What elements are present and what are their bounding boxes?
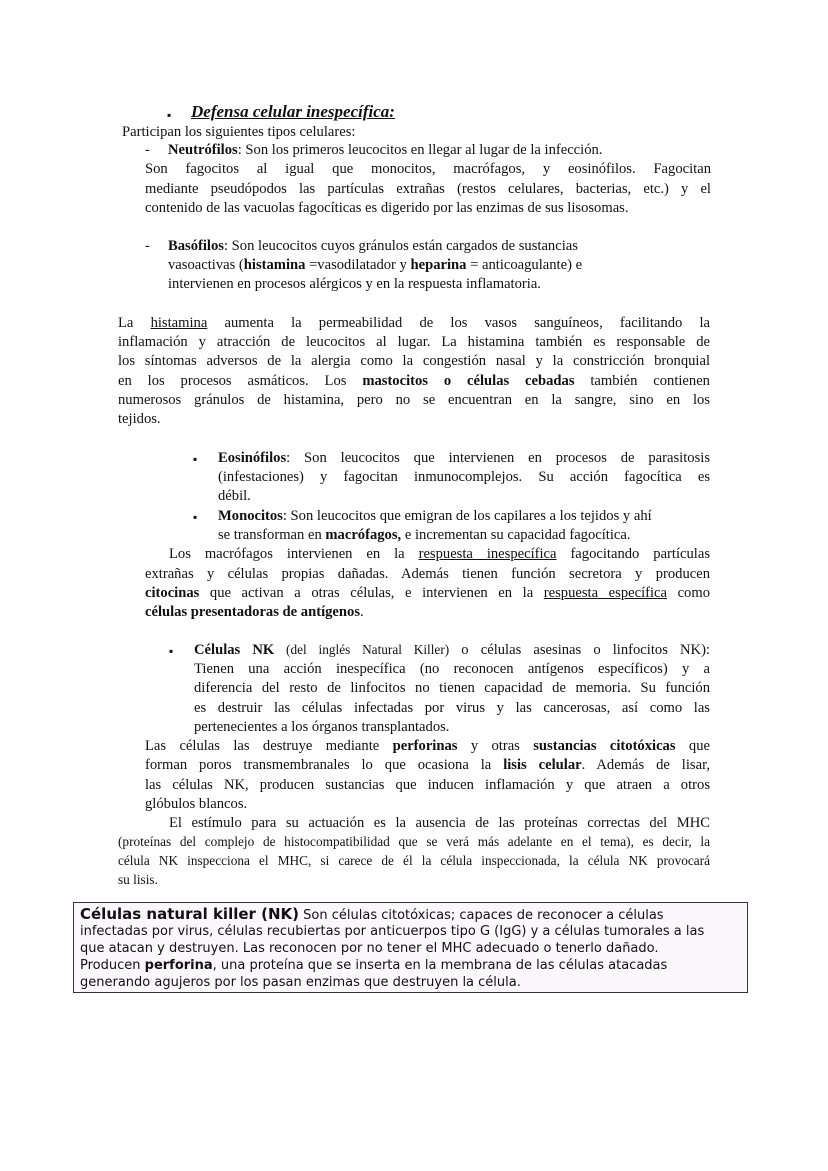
text: Las células las destruye mediante bbox=[145, 738, 393, 754]
text: La bbox=[118, 315, 151, 331]
nk-stim-line-1: El estímulo para su actuación es la ausencia de las proteínas correctas del MHC bbox=[169, 815, 710, 831]
text: = anticoagulante) e bbox=[466, 257, 583, 273]
term-mastocitos: mastocitos o células cebadas bbox=[362, 373, 575, 389]
monocitos-line-2 bbox=[218, 526, 631, 544]
text: que bbox=[675, 738, 710, 754]
neutrofilos-line-1 bbox=[168, 141, 602, 159]
text: (del inglés Natural Killer) bbox=[274, 642, 450, 657]
text: : Son leucocitos que intervienen en procesos de parasitosis bbox=[286, 450, 710, 466]
text: en los procesos asmáticos. Los bbox=[118, 373, 363, 389]
term-perforina: perforina bbox=[144, 958, 213, 973]
bullet-icon: ▪ bbox=[169, 644, 174, 658]
nk-line-1 bbox=[194, 641, 710, 659]
basofilos-line-1 bbox=[168, 237, 578, 255]
text: . bbox=[360, 604, 364, 620]
basofilos-line-2 bbox=[168, 256, 582, 274]
heading-text: Defensa celular inespecífica: bbox=[191, 102, 395, 121]
term-lisis-celular: lisis celular bbox=[503, 757, 582, 773]
nk-par-line-3: las células NK, producen sustancias que inducen inflamación y que atraen a otros bbox=[145, 777, 710, 793]
term-celulas-presentadoras: células presentadoras de antígenos bbox=[145, 604, 360, 620]
term-macrofagos: macrófagos, bbox=[325, 527, 402, 543]
text: fagocitando partículas bbox=[556, 546, 710, 562]
histamina-line-4 bbox=[118, 372, 710, 390]
monocitos-line-1 bbox=[218, 507, 652, 525]
text: que activan a otras células, e intervienen en la bbox=[199, 585, 544, 601]
histamina-line-6: tejidos. bbox=[118, 411, 161, 427]
text: también contienen bbox=[574, 373, 710, 389]
intro-line: Participan los siguientes tipos celulares: bbox=[122, 124, 356, 140]
neutrofilos-line-2: Son fagocitos al igual que monocitos, macrófagos, y eosinófilos. Fagocitan bbox=[145, 161, 711, 177]
term-histamina: histamina bbox=[243, 257, 306, 273]
text: y otras bbox=[457, 738, 534, 754]
nk-par-line-4: glóbulos blancos. bbox=[145, 796, 248, 812]
macrofagos-line-4 bbox=[145, 603, 364, 621]
bullet-icon: ▪ bbox=[193, 452, 198, 466]
bullet-icon: ▪ bbox=[167, 108, 172, 122]
term-eosinofilos: Eosinófilos bbox=[218, 450, 287, 466]
text: : Son leucocitos que emigran de los capilares a los tejidos y ahí bbox=[282, 508, 652, 524]
box-line-5: generando agujeros por los pasan enzimas que destruyen la célula. bbox=[80, 975, 521, 990]
text: Son células citotóxicas; capaces de reconocer a células bbox=[299, 908, 664, 923]
nk-par-line-1 bbox=[145, 737, 710, 755]
text: =vasodilatador y bbox=[305, 257, 411, 273]
underlined-respuesta-especifica: respuesta específica bbox=[543, 585, 667, 601]
text: : Son los primeros leucocitos en llegar al lugar de la infección. bbox=[237, 142, 603, 158]
underlined-histamina: histamina bbox=[150, 315, 208, 331]
term-citocinas: citocinas bbox=[145, 585, 200, 601]
box-title: Células natural killer (NK) bbox=[80, 905, 300, 923]
eosinofilos-line-1 bbox=[218, 449, 710, 467]
nk-stim-line-4: su lisis. bbox=[118, 872, 158, 887]
macrofagos-line-3 bbox=[145, 584, 710, 602]
term-sustancias-citotoxicas: sustancias citotóxicas bbox=[533, 738, 676, 754]
text: forman poros transmembranales lo que ocasiona la bbox=[145, 757, 504, 773]
text: vasoactivas ( bbox=[168, 257, 244, 273]
underlined-respuesta-inespecifica: respuesta inespecífica bbox=[418, 546, 557, 562]
text: e incrementan su capacidad fagocítica. bbox=[401, 527, 631, 543]
term-neutrofilos: Neutrófilos bbox=[168, 142, 238, 158]
box-line-1 bbox=[80, 906, 664, 925]
nk-line-4: es destruir las células infectadas por virus y las cancerosas, así como las bbox=[194, 700, 710, 716]
text: Producen bbox=[80, 958, 145, 973]
box-line-2: infectadas por virus, células recubiertas por anticuerpos tipo G (IgG) y a células tumorales a las bbox=[80, 924, 705, 939]
text: Los macrófagos intervienen en la bbox=[169, 546, 419, 562]
nk-par-line-2 bbox=[145, 756, 710, 774]
term-perforinas: perforinas bbox=[392, 738, 458, 754]
nk-definition-box bbox=[73, 902, 748, 993]
term-heparina: heparina bbox=[410, 257, 467, 273]
histamina-line-1 bbox=[118, 314, 710, 332]
text: se transforman en bbox=[218, 527, 326, 543]
text: aumenta la permeabilidad de los vasos sanguíneos, facilitando la bbox=[207, 315, 710, 331]
term-monocitos: Monocitos bbox=[218, 508, 283, 524]
term-basofilos: Basófilos bbox=[168, 238, 224, 254]
section-heading bbox=[191, 103, 395, 122]
nk-line-2: Tienen una acción inespecífica (no reconocen antígenos específicos) y a bbox=[194, 661, 710, 677]
macrofagos-line-1 bbox=[169, 545, 710, 563]
histamina-line-3: los síntomas adversos de la alergia como la congestión nasal y la constricción bronquial bbox=[118, 353, 710, 369]
eosinofilos-line-2: (infestaciones) y fagocitan inmunocomplejos. Su acción fagocítica es bbox=[218, 469, 710, 485]
neutrofilos-line-3: mediante pseudópodos las partículas extrañas (restos celulares, bacterias, etc.) y el bbox=[145, 181, 711, 197]
nk-stim-line-3: célula NK inspecciona el MHC, si carece de él la célula inspeccionada, la célula NK provocará bbox=[118, 853, 710, 868]
box-line-3: que atacan y destruyen. Las reconocen por no tener el MHC adecuado o tenerlo dañado. bbox=[80, 941, 659, 956]
text: , una proteína que se inserta en la membrana de las células atacadas bbox=[212, 958, 668, 973]
neutrofilos-line-4: contenido de las vacuolas fagocíticas es digerido por las enzimas de sus lisosomas. bbox=[145, 200, 629, 216]
nk-line-5: pertenecientes a los órganos transplantados. bbox=[194, 719, 450, 735]
text: : Son leucocitos cuyos gránulos están cargados de sustancias bbox=[223, 238, 578, 254]
histamina-line-2: inflamación y atracción de leucocitos al lugar. La histamina también es responsable de bbox=[118, 334, 710, 350]
text: o células asesinas o linfocitos NK): bbox=[449, 642, 710, 658]
macrofagos-line-2: extrañas y células propias dañadas. Además tienen función secretora y producen bbox=[145, 566, 710, 582]
histamina-line-5: numerosos gránulos de histamina, pero no se encuentran en la sangre, sino en los bbox=[118, 392, 710, 408]
text: . Además de lisar, bbox=[581, 757, 710, 773]
box-line-4 bbox=[80, 957, 667, 975]
bullet-icon: ▪ bbox=[193, 510, 198, 524]
dash-marker: - bbox=[145, 142, 150, 158]
nk-line-3: diferencia del resto de linfocitos no tienen capacidad de memoria. Su función bbox=[194, 680, 710, 696]
term-celulas-nk: Células NK bbox=[194, 642, 275, 658]
eosinofilos-line-3: débil. bbox=[218, 488, 251, 504]
text: como bbox=[667, 585, 711, 601]
basofilos-line-3: intervienen en procesos alérgicos y en la respuesta inflamatoria. bbox=[168, 276, 541, 292]
nk-stim-line-2: (proteínas del complejo de histocompatibilidad que se verá más adelante en el tema), es decir, la bbox=[118, 834, 710, 849]
dash-marker: - bbox=[145, 238, 150, 254]
